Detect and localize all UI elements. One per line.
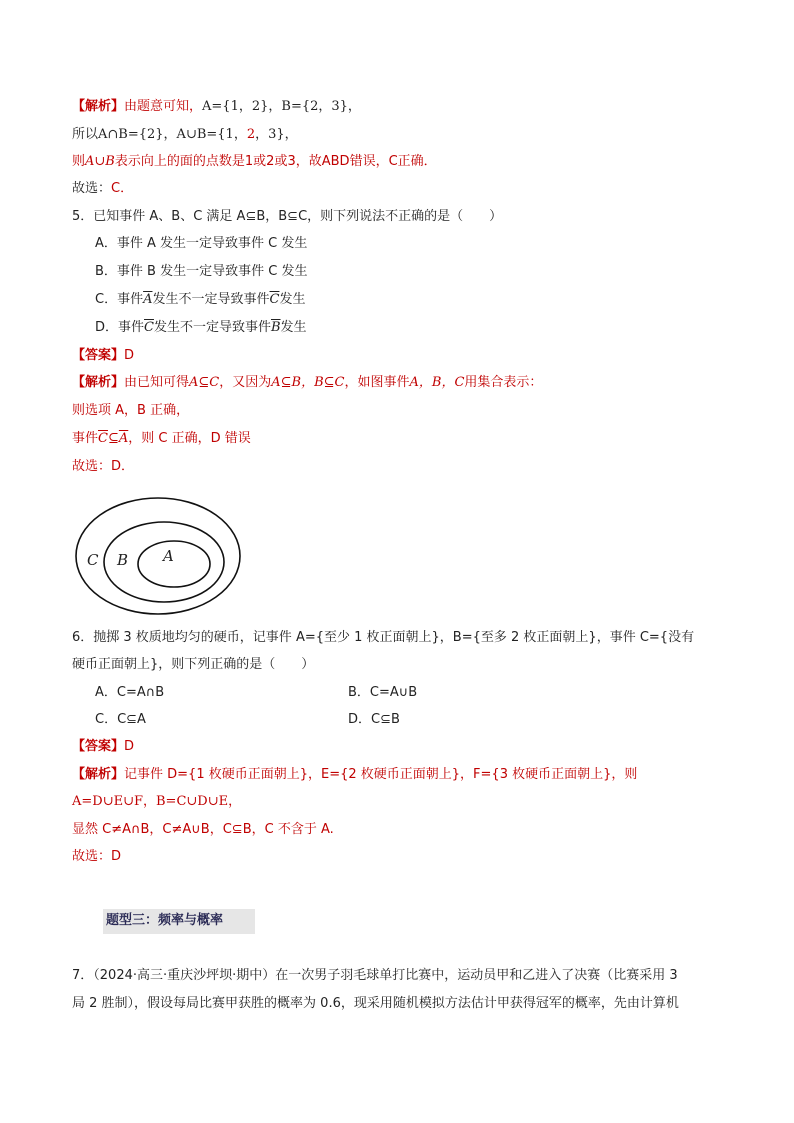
venn-inner-ellipse (138, 541, 210, 587)
q6-option-b: B．C=A∪B (348, 685, 418, 700)
analysis-label: 【解析】 (72, 375, 125, 390)
q6-choice: 故选：D (72, 849, 122, 864)
venn-outer-ellipse (76, 498, 240, 614)
q5-option-b: B．事件 B 发生一定导致事件 C 发生 (95, 264, 308, 279)
q6-option-d: D．C⊆B (348, 712, 400, 727)
q5-answer: 【答案】D (72, 348, 135, 363)
analysis-label: 【解析】 (72, 99, 125, 114)
q4-choice-line: 故选：C． (72, 181, 134, 196)
venn-label-b: B (117, 551, 129, 569)
q7-stem-line1: 7．（2024·高三·重庆沙坪坝·期中）在一次男子羽毛球单打比赛中，运动员甲和乙进入了决赛（比赛采用 3 (72, 968, 678, 983)
q6-analysis-line1: 【解析】记事件 D={1 枚硬币正面朝上}，E={2 枚硬币正面朝上}，F={3 枚硬币正面朝上}，则 (72, 767, 638, 782)
q5-analysis-line2: 则选项 A，B 正确， (72, 403, 190, 418)
q6-option-c: C．C⊆A (95, 712, 146, 727)
q5-analysis-line3: 事件$\overline{C}⊆\overline{A}$，则 C 正确，D 错误 (72, 431, 251, 446)
q5-stem: 5．已知事件 A、B、C 满足 A⊆B，B⊆C，则下列说法不正确的是（ ） (72, 209, 503, 224)
q7-stem-line2: 局 2 胜制），假设每局比赛甲获胜的概率为 0.6，现采用随机模拟方法估计甲获得冠军的概率，先由计算机 (72, 996, 679, 1011)
answer-label: 【答案】 (72, 348, 125, 363)
q5-analysis: 【解析】由已知可得A⊆C，又因为A⊆B，B⊆C，如图事件A，B，C用集合表示： (72, 375, 543, 390)
q6-stem-line1: 6．抛掷 3 枚质地均匀的硬币，记事件 A={至少 1 枚正面朝上}，B={至多 2 枚正面朝上}，事件 C={没有 (72, 630, 695, 645)
answer-label: 【答案】 (72, 739, 125, 754)
q6-analysis-line3: 显然 C≠A∩B，C≠A∪B，C⊆B，C 不含于 A. (72, 822, 334, 837)
q4-then-line: 则A∪B表示向上的面的点数是1或2或3，故ABD错误，C正确． (72, 154, 437, 169)
venn-label-a: A (163, 547, 174, 565)
section-heading: 题型三：频率与概率 (106, 913, 224, 928)
q5-option-c: C．事件$\overline{A}$发生不一定导致事件$\overline{C}$发生 (95, 292, 306, 307)
q5-option-d: D．事件$\overline{C}$发生不一定导致事件$\overline{B}$发生 (95, 320, 307, 335)
analysis-label: 【解析】 (72, 767, 125, 782)
venn-label-c: C (87, 551, 99, 569)
q5-option-a: A．事件 A 发生一定导致事件 C 发生 (95, 236, 308, 251)
q6-answer: 【答案】D (72, 739, 135, 754)
venn-diagram (70, 492, 250, 620)
q5-choice: 故选：D． (72, 459, 135, 474)
q6-analysis-line2: A=D∪E∪F，B=C∪D∪E， (72, 794, 242, 809)
q6-stem-line2: 硬币正面朝上}，则下列正确的是（ ） (72, 657, 315, 672)
q4-so-line: 所以A∩B={2}，A∪B={1，2，3}， (72, 127, 298, 142)
q6-option-a: A．C=A∩B (95, 685, 165, 700)
q4-analysis-line: 【解析】由题意可知，A={1，2}，B={2，3}， (72, 99, 361, 114)
